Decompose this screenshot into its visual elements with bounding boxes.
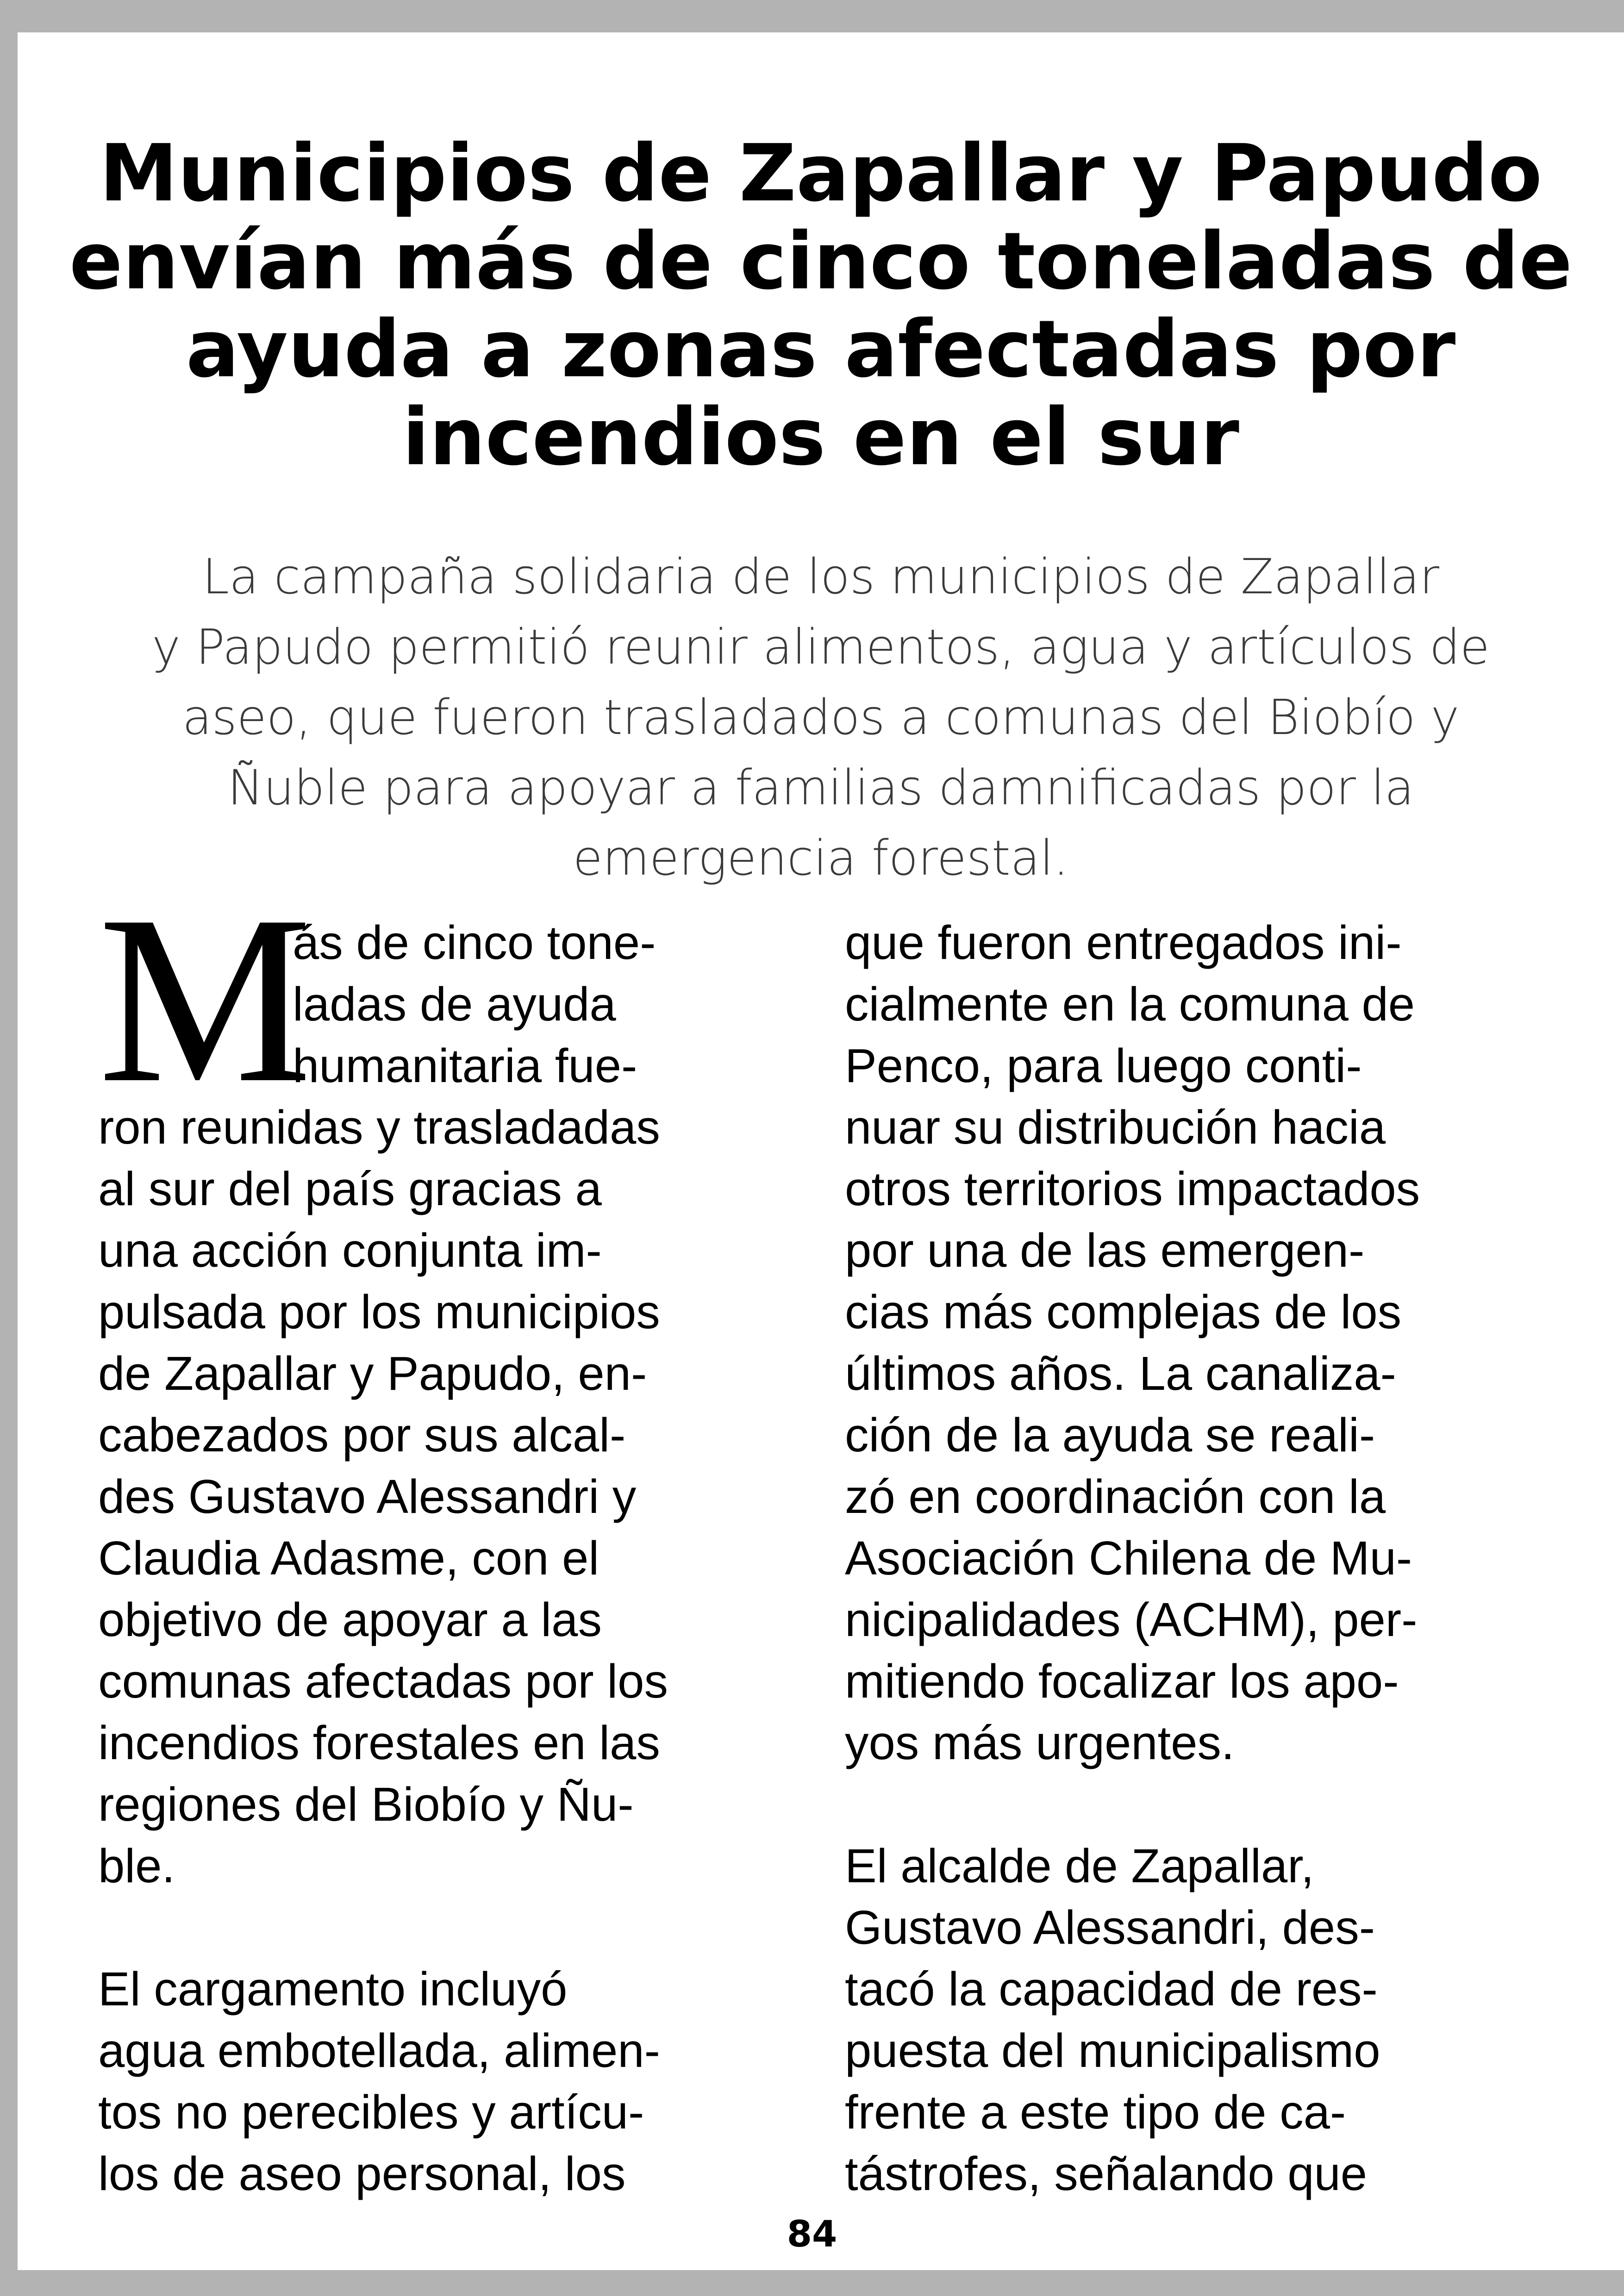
subheadline-line: emergencia forestal. xyxy=(573,830,1069,886)
body-line: otros territorios impactados xyxy=(845,1162,1420,1215)
subheadline-line: La campaña solidaria de los municipios de Zapallar xyxy=(202,548,1439,605)
subheadline-line: Ñuble para apoyar a familias damnificadas por la xyxy=(227,759,1414,816)
body-line: objetivo de apoyar a las xyxy=(98,1593,602,1646)
body-line: El alcalde de Zapallar, xyxy=(845,1839,1314,1892)
body-line: de Zapallar y Papudo, en- xyxy=(98,1347,647,1400)
subheadline xyxy=(18,541,1624,893)
body-line: ás de cinco tone- xyxy=(293,916,656,969)
body-line: regiones del Biobío y Ñu- xyxy=(98,1778,634,1831)
drop-cap: M xyxy=(98,866,312,1132)
headline-line: envían más de cinco toneladas de xyxy=(69,216,1573,307)
body-line: ble. xyxy=(98,1839,175,1892)
headline-line: incendios en el sur xyxy=(402,392,1239,483)
body-line: una acción conjunta im- xyxy=(98,1224,602,1277)
body-line: cabezados por sus alcal- xyxy=(98,1408,626,1462)
body-line: nicipalidades (ACHM), per- xyxy=(845,1593,1418,1646)
body-line: mitiendo focalizar los apo- xyxy=(845,1655,1399,1708)
body-line: los de aseo personal, los xyxy=(98,2147,626,2200)
body-line: yos más urgentes. xyxy=(845,1716,1235,1769)
body-line: frente a este tipo de ca- xyxy=(845,2085,1346,2139)
subheadline-line: y Papudo permitió reunir alimentos, agua y artículos de xyxy=(152,619,1490,675)
paragraph-gap xyxy=(845,1773,1530,1835)
body-column-left xyxy=(98,912,774,2204)
body-line: cias más complejas de los xyxy=(845,1285,1402,1338)
body-line: nuar su distribución hacia xyxy=(845,1101,1386,1154)
body-line: al sur del país gracias a xyxy=(98,1162,602,1215)
body-column-right xyxy=(845,912,1530,2204)
body-line: tacó la capacidad de res- xyxy=(845,1962,1378,2016)
body-line: puesta del municipalismo xyxy=(845,2024,1380,2077)
body-line: des Gustavo Alessandri y xyxy=(98,1470,637,1523)
subheadline-line: aseo, que fueron trasladados a comunas del Biobío y xyxy=(182,689,1460,746)
body-line: tástrofes, señalando que xyxy=(845,2147,1368,2200)
headline-line: ayuda a zonas afectadas por xyxy=(186,304,1456,395)
headline-line: Municipios de Zapallar y Papudo xyxy=(99,128,1543,219)
body-line: agua embotellada, alimen- xyxy=(98,2024,660,2077)
paragraph-gap xyxy=(98,1897,774,1958)
body-line: El cargamento incluyó xyxy=(98,1962,568,2016)
body-line: ción de la ayuda se reali- xyxy=(845,1408,1375,1462)
body-line: pulsada por los municipios xyxy=(98,1285,660,1338)
body-line: ladas de ayuda xyxy=(293,977,616,1031)
body-line: comunas afectadas por los xyxy=(98,1655,668,1708)
body-line: Gustavo Alessandri, des- xyxy=(845,1901,1375,1954)
body-line: tos no perecibles y artícu- xyxy=(98,2085,644,2139)
body-line: ron reunidas y trasladadas xyxy=(98,1101,660,1154)
headline xyxy=(18,130,1624,481)
body-line: incendios forestales en las xyxy=(98,1716,660,1769)
body-line: Claudia Adasme, con el xyxy=(98,1531,600,1585)
page-number: 84 xyxy=(787,2214,837,2255)
body-line: Penco, para luego conti- xyxy=(845,1039,1362,1092)
body-line: últimos años. La canaliza- xyxy=(845,1347,1396,1400)
body-line: Asociación Chilena de Mu- xyxy=(845,1531,1412,1585)
body-line: cialmente en la comuna de xyxy=(845,977,1415,1031)
body-line: por una de las emergen- xyxy=(845,1224,1365,1277)
body-line: que fueron entregados ini- xyxy=(845,916,1402,969)
body-line: zó en coordinación con la xyxy=(845,1470,1386,1523)
body-line: humanitaria fue- xyxy=(293,1039,637,1092)
